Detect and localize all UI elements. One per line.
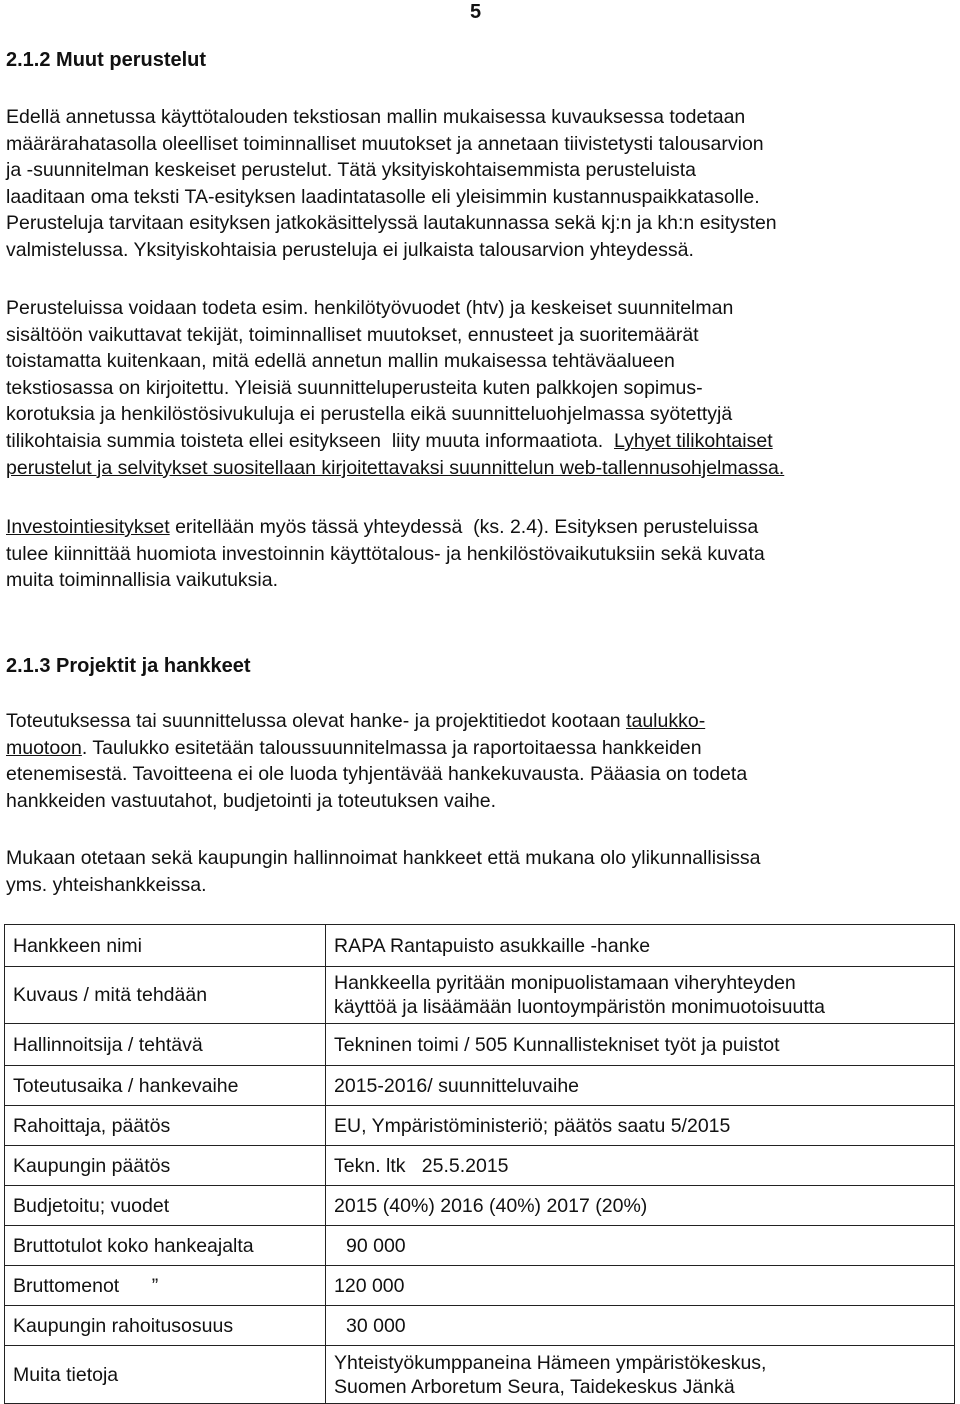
table-row (5, 1266, 955, 1306)
table-label-cell: Muita tietoja (5, 1346, 326, 1404)
table-value-cell: Tekninen toimi / 505 Kunnallistekniset työt ja puistot (326, 1024, 955, 1066)
text-line: tekstiosassa on kirjoitettu. Yleisiä suunnitteluperusteita kuten palkkojen sopimus- (6, 376, 703, 399)
text-line: määrärahatasolla oleelliset toiminnalliset muutokset ja annetaan tiivistetysti talousarvion (6, 132, 764, 155)
text-line (6, 428, 954, 455)
table-row (5, 1024, 955, 1066)
text-line: tulee kiinnittää huomiota investoinnin käyttötalous- ja henkilöstövaikutuksiin sekä kuvata (6, 542, 765, 565)
underlined-text: Lyhyet tilikohtaiset (614, 429, 773, 452)
paragraph-perustelut-intro (6, 104, 954, 264)
paragraph-investoinnit (6, 514, 954, 594)
project-info-table (4, 924, 955, 1404)
text-line: korotuksia ja henkilöstösivukuluja ei perustella eikä suunnitteluohjelmassa syötettyjä (6, 403, 733, 426)
table-value-cell: 30 000 (326, 1306, 955, 1346)
table-label-cell: Hankkeen nimi (5, 925, 326, 967)
table-label-cell: Budjetoitu; vuodet (5, 1186, 326, 1226)
table-value-cell: Tekn. ltk 25.5.2015 (326, 1146, 955, 1186)
text-segment: . Taulukko esitetään taloussuunnitelmassa ja raportoitaessa hankkeiden (81, 736, 702, 759)
text-line: valmistelussa. Yksityiskohtaisia perusteluja ei julkaista talousarvion yhteydessä. (6, 238, 694, 261)
text-line (6, 735, 954, 762)
text-line: laaditaan oma teksti TA-esityksen laadintatasolle eli yleisimmin kustannuspaikkatasolle. (6, 185, 760, 208)
table-row (5, 967, 955, 1024)
table-label-cell: Kaupungin päätös (5, 1146, 326, 1186)
underlined-text: Investointiesitykset (6, 516, 170, 538)
table-value-cell (326, 1346, 955, 1404)
paragraph-projektit-intro (6, 708, 954, 814)
table-value-cell: RAPA Rantapuisto asukkaille -hanke (326, 925, 955, 967)
table-label-cell: Hallinnoitsija / tehtävä (5, 1024, 326, 1066)
text-line: muita toiminnallisia vaikutuksia. (6, 569, 279, 592)
table-value-cell: EU, Ympäristöministeriö; päätös saatu 5/2015 (326, 1106, 955, 1146)
table-row (5, 1066, 955, 1106)
text-line: hankkeiden vastuutahot, budjetointi ja toteutuksen vaihe. (6, 789, 497, 812)
section-heading-projektit: 2.1.3 Projektit ja hankkeet (6, 655, 251, 677)
table-label-cell: Bruttotulot koko hankeajalta (5, 1226, 326, 1266)
paragraph-mukaan (6, 845, 954, 898)
underlined-text: muotoon (6, 736, 82, 759)
table-row (5, 1106, 955, 1146)
table-row (5, 925, 955, 967)
table-row (5, 1306, 955, 1346)
text-line: Perusteluissa voidaan todeta esim. henkilötyövuodet (htv) ja keskeiset suunnitelman (6, 297, 734, 319)
table-value-cell: 2015-2016/ suunnitteluvaihe (326, 1066, 955, 1106)
text-segment: eritellään myös tässä yhteydessä (ks. 2.4). Esityksen perusteluissa (169, 516, 759, 538)
table-label-cell: Rahoittaja, päätös (5, 1106, 326, 1146)
text-line: ja -suunnitelman keskeiset perustelut. Tätä yksityiskohtaisemmista perusteluista (6, 159, 697, 182)
text-line: Perusteluja tarvitaan esityksen jatkokäsittelyssä lautakunnassa sekä kj:n ja kh:n esitysten (6, 212, 777, 235)
text-segment: Toteutuksessa tai suunnittelussa olevat hanke- ja projektitiedot kootaan (6, 710, 627, 732)
text-line: etenemisestä. Tavoitteena ei ole luoda tyhjentävää hankekuvausta. Pääasia on todeta (6, 763, 748, 786)
table-row (5, 1186, 955, 1226)
paragraph-perusteluissa (6, 295, 954, 481)
table-value-cell (326, 967, 955, 1024)
table-label-cell: Bruttomenot ” (5, 1266, 326, 1306)
text-line: Yhteistyökumppaneina Hämeen ympäristökeskus, (334, 1351, 767, 1374)
table-label-cell: Kaupungin rahoitusosuus (5, 1306, 326, 1346)
table-row (5, 1346, 955, 1404)
table-value-cell: 2015 (40%) 2016 (40%) 2017 (20%) (326, 1186, 955, 1226)
underlined-text: perustelut ja selvitykset suositellaan kirjoitettavaksi suunnittelun web-tallennusohjelmassa. (6, 456, 785, 479)
section-heading-muut-perustelut: 2.1.2 Muut perustelut (6, 49, 207, 71)
table-label-cell: Kuvaus / mitä tehdään (5, 967, 326, 1024)
text-line: Hankkeella pyritään monipuolistamaan viheryhteyden (334, 972, 796, 994)
text-line: sisältöön vaikuttavat tekijät, toiminnalliset muutokset, ennusteet ja suoritemäärät (6, 323, 699, 346)
table-value-cell: 90 000 (326, 1226, 955, 1266)
text-line: toistamatta kuitenkaan, mitä edellä annetun mallin mukaisessa tehtäväalueen (6, 350, 675, 373)
text-line: Mukaan otetaan sekä kaupungin hallinnoimat hankkeet että mukana olo ylikunnallisissa (6, 847, 761, 869)
table-label-cell: Toteutusaika / hankevaihe (5, 1066, 326, 1106)
table-row (5, 1226, 955, 1266)
text-line (6, 708, 954, 735)
table-row (5, 1146, 955, 1186)
text-line: käyttöä ja lisäämään luontoympäristön monimuotoisuutta (334, 996, 826, 1018)
text-segment: tilikohtaisia summia toisteta ellei esitykseen liity muuta informaatiota. (6, 429, 615, 452)
text-line: Edellä annetussa käyttötalouden tekstiosan mallin mukaisessa kuvauksessa todetaan (6, 106, 746, 128)
text-line (6, 514, 954, 541)
text-line: Suomen Arboretum Seura, Taidekeskus Jänkä (334, 1375, 735, 1398)
text-line: yms. yhteishankkeissa. (6, 873, 207, 896)
table-value-cell: 120 000 (326, 1266, 955, 1306)
underlined-text: taulukko- (626, 710, 706, 732)
page-number: 5 (470, 1, 482, 23)
